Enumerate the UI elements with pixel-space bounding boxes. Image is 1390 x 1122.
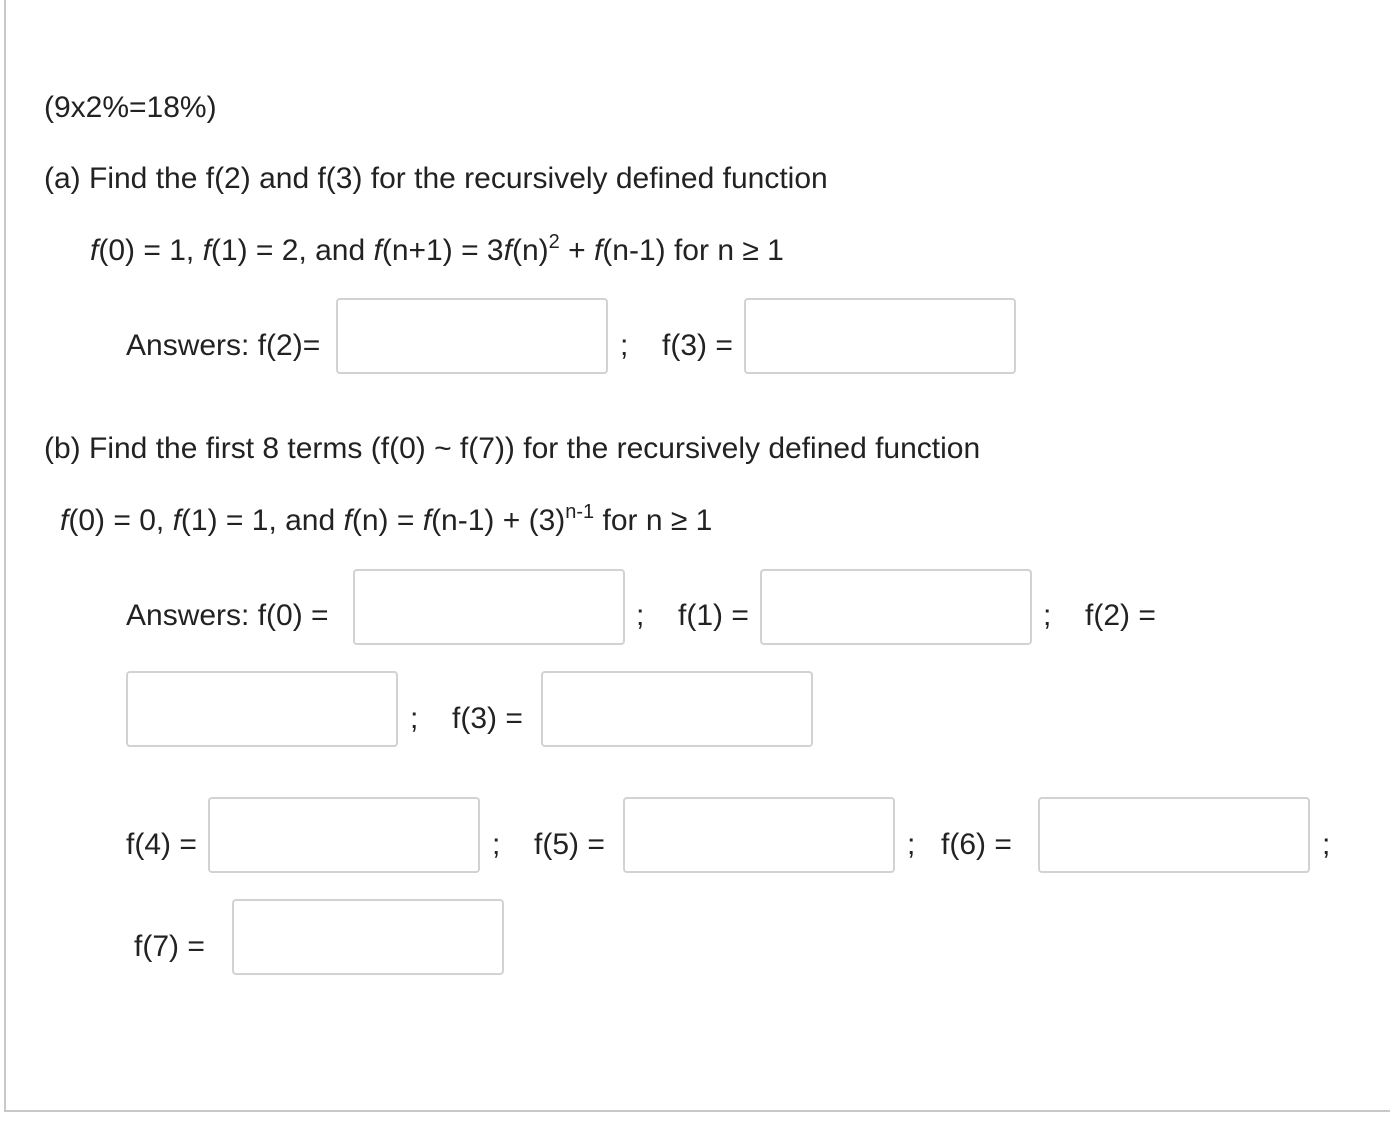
separator: ; (1322, 828, 1331, 861)
part-b-f4-label: f(4) = (126, 828, 197, 861)
part-b-f6-input[interactable] (1038, 797, 1310, 873)
separator: ; (907, 828, 916, 861)
part-b-f7-input[interactable] (232, 899, 504, 975)
part-b-f5-label: f(5) = (534, 828, 605, 861)
part-b-formula: f(0) = 0, f(1) = 1, and $f(n) = f(n-1) + (3)^{n-1}$ for n ≥ 1 (60, 501, 713, 537)
part-a-f3-label: f(3) = (662, 329, 733, 362)
part-b-answers-label: Answers: f(0) = (126, 599, 329, 632)
part-b-f2-label: f(2) = (1085, 599, 1156, 632)
part-b-f2-input[interactable] (126, 671, 398, 747)
part-a-question: (a) Find the f(2) and f(3) for the recursively defined function (44, 162, 828, 195)
separator: ; (492, 828, 501, 861)
separator: ; (636, 599, 645, 632)
part-a-f2-input[interactable] (336, 298, 608, 374)
part-b-f4-input[interactable] (208, 797, 480, 873)
part-b-f1-input[interactable] (760, 569, 1032, 645)
part-b-f1-label: f(1) = (678, 599, 749, 632)
part-b-f0-input[interactable] (353, 569, 625, 645)
separator: ; (410, 702, 419, 735)
part-b-f6-label: f(6) = (941, 828, 1012, 861)
part-a-formula: f(0) = 1, f(1) = 2, and $f(n+1) = 3f(n)^2 + f(n-1)$ for n ≥ 1 (90, 231, 784, 267)
part-a-answers-label: Answers: f(2)= (126, 329, 321, 362)
part-a-f3-input[interactable] (744, 298, 1016, 374)
separator: ; (1043, 599, 1052, 632)
part-b-f3-input[interactable] (541, 671, 813, 747)
points-label: (9x2%=18%) (44, 91, 217, 124)
part-b-f5-input[interactable] (623, 797, 895, 873)
part-b-f7-label: f(7) = (134, 930, 205, 963)
separator: ; (620, 329, 629, 362)
part-b-f3-label: f(3) = (452, 702, 523, 735)
part-b-question: (b) Find the first 8 terms (f(0) ~ f(7)) for the recursively defined function (44, 432, 981, 465)
